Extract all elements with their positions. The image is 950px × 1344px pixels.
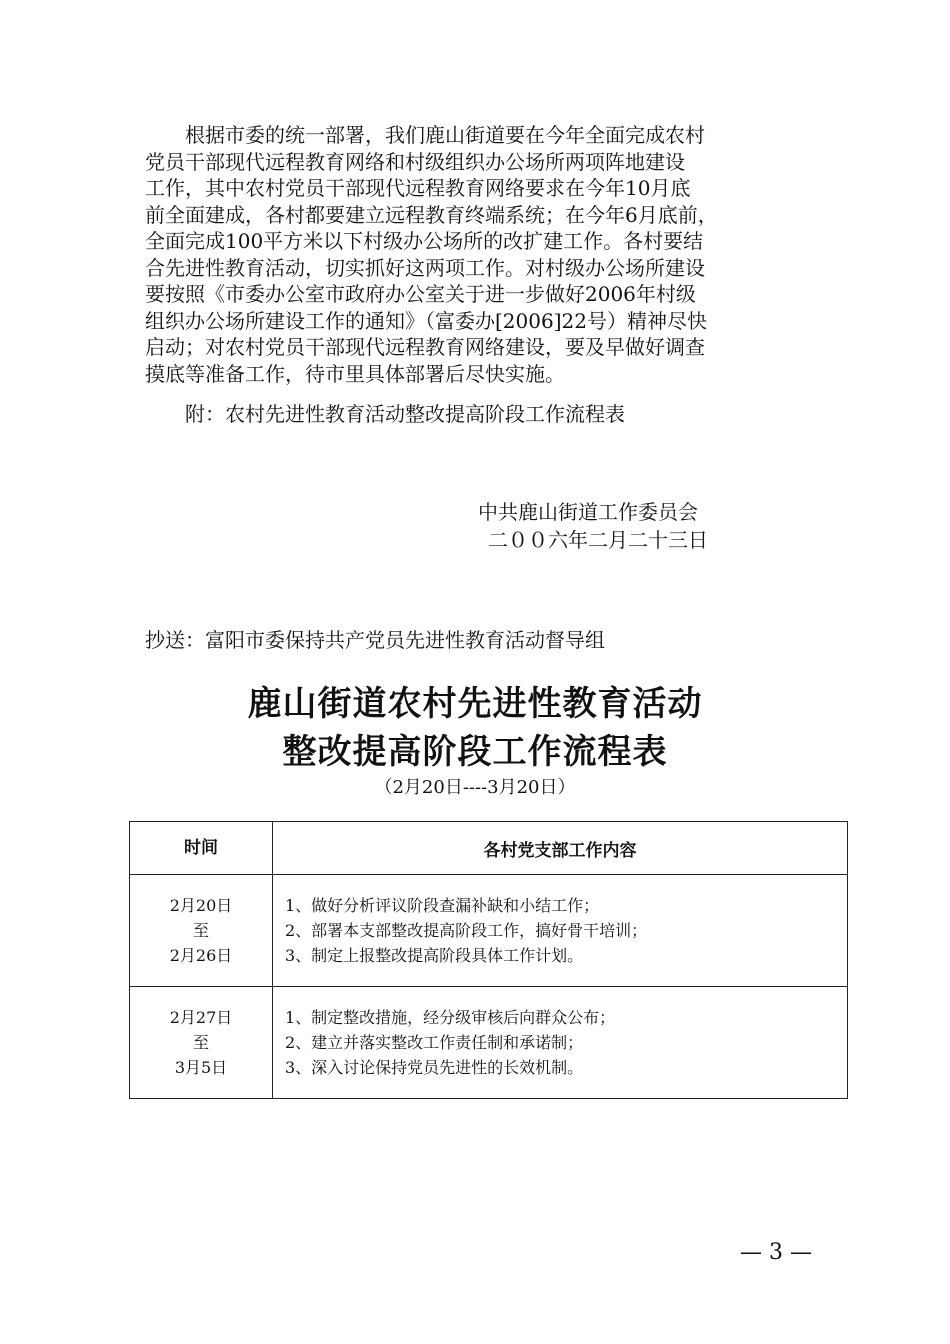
time-end: 2月26日 (169, 946, 233, 965)
paragraph-line: 根据市委的统一部署，我们鹿山街道要在今年全面完成农村 (185, 123, 705, 147)
time-end: 3月5日 (174, 1058, 228, 1077)
table-row (130, 987, 848, 1099)
header-time: 时间 (130, 822, 273, 875)
attachment-title-line2: 整改提高阶段工作流程表 (282, 732, 668, 772)
paragraph-line: 启动；对农村党员干部现代远程教育网络建设，要及早做好调查 (145, 335, 705, 359)
task-item: 2、部署本支部整改提高阶段工作，搞好骨干培训； (285, 921, 648, 940)
time-start: 2月27日 (169, 1008, 233, 1027)
paragraph-line: 工作，其中农村党员干部现代远程教育网络要求在今年10月底 (145, 176, 691, 200)
signature-organization: 中共鹿山街道工作委员会 (478, 500, 698, 524)
task-item: 3、制定上报整改提高阶段具体工作计划。 (285, 946, 584, 965)
body-paragraph (145, 122, 810, 387)
time-cell (130, 875, 273, 987)
task-item: 1、制定整改措施，经分级审核后向群众公布； (285, 1008, 616, 1027)
attachment-title-line1: 鹿山街道农村先进性教育活动 (247, 684, 703, 724)
paragraph-line: 前全面建成，各村都要建立远程教育终端系统；在今年6月底前， (145, 202, 718, 227)
header-content: 各村党支部工作内容 (273, 822, 848, 875)
time-to: 至 (192, 1033, 209, 1052)
content-cell (273, 987, 848, 1099)
paragraph-line: 合先进性教育活动，切实抓好这两项工作。对村级办公场所建设 (145, 255, 705, 280)
task-item: 2、建立并落实整改工作责任制和承诺制； (285, 1033, 584, 1052)
task-item: 1、做好分析评议阶段查漏补缺和小结工作； (285, 896, 600, 915)
cc-line: 抄送：富阳市委保持共产党员先进性教育活动督导组 (145, 628, 605, 652)
paragraph-line: 党员干部现代远程教育网络和村级组织办公场所两项阵地建设 (145, 149, 685, 174)
task-item: 3、深入讨论保持党员先进性的长效机制。 (285, 1058, 584, 1077)
table-header-row (130, 822, 848, 875)
attachment-date-range: （2月20日----3月20日） (374, 777, 576, 798)
signature-date: 二００六年二月二十三日 (488, 528, 708, 552)
workflow-table (129, 821, 848, 1099)
paragraph-line: 全面完成100平方米以下村级办公场所的改扩建工作。各村要结 (145, 229, 704, 253)
paragraph-line: 要按照《市委办公室市政府办公室关于进一步做好2006年村级 (145, 282, 696, 306)
time-start: 2月20日 (169, 896, 233, 915)
paragraph-line: 摸底等准备工作，待市里具体部署后尽快实施。 (145, 361, 565, 386)
time-cell (130, 987, 273, 1099)
paragraph-line: 组织办公场所建设工作的通知》（富委办[2006]22号）精神尽快 (145, 308, 707, 333)
attachment-note: 附：农村先进性教育活动整改提高阶段工作流程表 (185, 402, 625, 426)
content-cell (273, 875, 848, 987)
table-row (130, 875, 848, 987)
page-number: — 3 — (740, 1240, 812, 1265)
time-to: 至 (192, 921, 209, 940)
